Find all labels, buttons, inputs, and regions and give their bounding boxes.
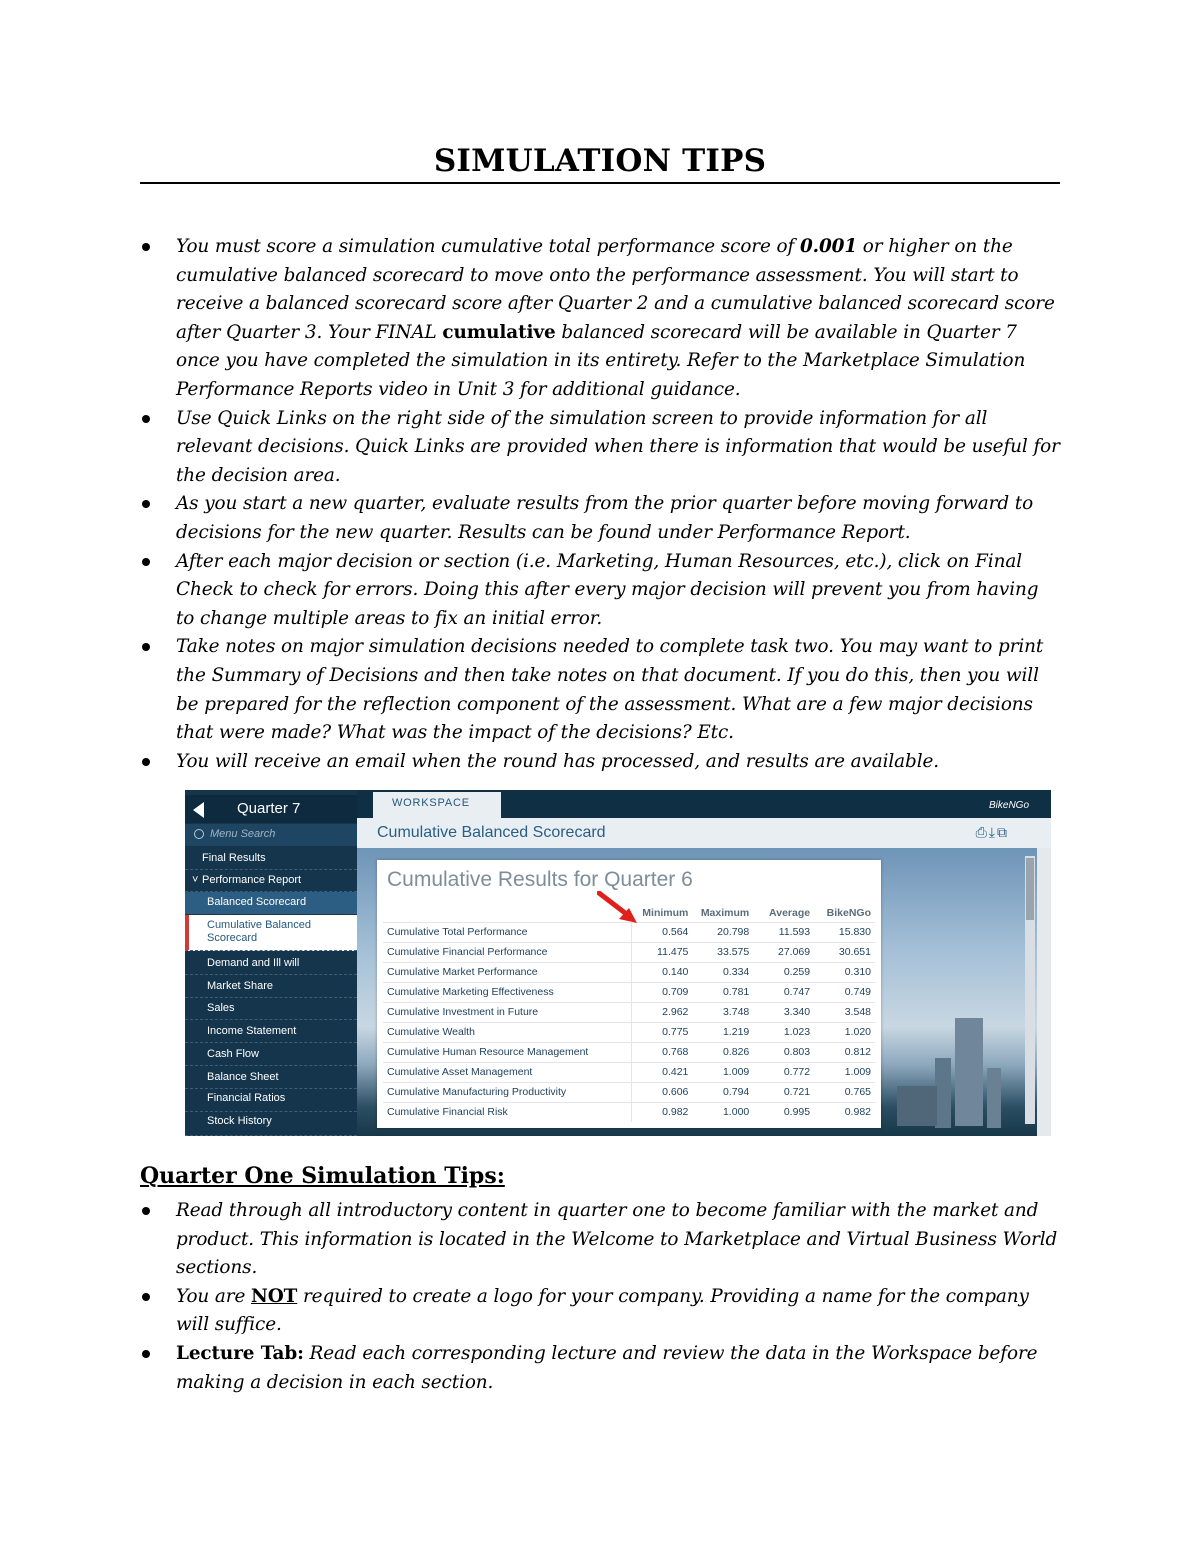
menu-search (185, 824, 357, 846)
tips-list (140, 233, 1060, 776)
bullet-icon (142, 415, 150, 423)
sidebar-title: Quarter 7 (237, 800, 301, 817)
column-header: Maximum (700, 906, 750, 919)
table-row: Cumulative Marketing Effectiveness 0.709 0.781 0.747 0.749 (383, 982, 875, 1002)
workspace-tabbar (357, 790, 1051, 818)
section-heading: Quarter One Simulation Tips: (140, 1163, 505, 1189)
table-row: Cumulative Total Performance 0.564 20.798 11.593 15.830 (383, 922, 875, 942)
skyline-building (987, 1068, 1001, 1128)
bullet-icon (142, 643, 150, 651)
list-item: Take notes on major simulation decisions needed to complete task two. You may want to print the Summary of Decisions and then take notes on that document. If you do this, then you will be prepared for the reflection component of the assessment. What are a few major decisions that were made? What was the impact of the decisions? Etc. (140, 633, 1060, 747)
search-placeholder: Menu Search (210, 828, 276, 840)
table-row: Cumulative Financial Risk 0.982 1.000 0.995 0.982 (383, 1102, 875, 1122)
sidebar-item-income-statement: Income Statement (185, 1020, 357, 1043)
lecture-tab-label: Lecture Tab: (176, 1342, 304, 1364)
results-table (383, 904, 875, 1122)
skyline-building (897, 1086, 937, 1126)
list-item: Read through all introductory content in quarter one to become familiar with the market and product. This information is located in the Welcome to Marketplace and Virtual Business World sections. (140, 1197, 1060, 1283)
table-row: Cumulative Investment in Future 2.962 3.748 3.340 3.548 (383, 1002, 875, 1022)
workspace-header (357, 818, 1051, 848)
results-title: Cumulative Results for Quarter 6 (387, 868, 693, 891)
column-header: BikeNGo (826, 906, 871, 919)
list-item: You will receive an email when the round has processed, and results are available. (140, 748, 1060, 777)
column-header: Average (769, 906, 811, 919)
chevron-down-icon: ˅ (192, 874, 199, 886)
list-item: You are NOT required to create a logo for your company. Providing a name for the company will suffice. (140, 1283, 1060, 1340)
list-item: After each major decision or section (i.e. Marketing, Human Resources, etc.), click on Final Check to check for errors. Doing this after every major decision will prevent you from having to change multiple areas to fix an initial error. (140, 548, 1060, 634)
tab-workspace: WORKSPACE (373, 792, 501, 818)
sidebar-item-balanced-scorecard: Balanced Scorecard (185, 892, 357, 914)
quick-links-edge (1037, 848, 1051, 1136)
list-item: As you start a new quarter, evaluate results from the prior quarter before moving forward to decisions for the new quarter. Results can be found under Performance Report. (140, 490, 1060, 547)
sidebar (185, 790, 357, 1136)
company-name: BikeNGo (988, 800, 1029, 811)
score-threshold: 0.001 (799, 236, 858, 257)
red-arrow-icon (597, 891, 641, 925)
emphasis-not: NOT (251, 1285, 298, 1307)
bullet-icon (142, 243, 150, 251)
sidebar-item-stock-history: Stock History (185, 1112, 357, 1136)
list-item: Lecture Tab: Read each corresponding lecture and review the data in the Workspace before making a decision in each section. (140, 1340, 1060, 1397)
table-row: Cumulative Human Resource Management 0.768 0.826 0.803 0.812 (383, 1042, 875, 1062)
page-title: SIMULATION TIPS (433, 143, 767, 179)
skyline-building (935, 1058, 951, 1128)
sidebar-item-market-share: Market Share (185, 975, 357, 998)
list-item: You must score a simulation cumulative total performance score of 0.001 or higher on the cumulative balanced scorecard to move onto the performance assessment. You will start to receive a balanced scorecard score after Quarter 2 and a cumulative balanced scorecard score after Quarter 3. Your FINAL cumulative balanced scorecard will be available in Quarter 7 once you have completed the simulation in its entirety. Refer to the Marketplace Simulation Performance Reports video in Unit 3 for additional guidance. (140, 233, 1060, 405)
workspace-title: Cumulative Balanced Scorecard (377, 824, 606, 841)
bullet-icon (142, 758, 150, 766)
table-row: Cumulative Wealth 0.775 1.219 1.023 1.020 (383, 1022, 875, 1042)
bullet-icon (142, 1350, 150, 1358)
emphasis-cumulative: cumulative (442, 321, 556, 343)
sidebar-header (185, 795, 357, 823)
sidebar-item-sales: Sales (185, 998, 357, 1020)
sidebar-item-final-results: Final Results (185, 848, 357, 870)
quarter-one-tips-list (140, 1197, 1060, 1397)
column-header: Minimum (642, 906, 689, 919)
sidebar-item-demand: Demand and Ill will (185, 952, 357, 975)
sidebar-item-cash-flow: Cash Flow (185, 1043, 357, 1066)
search-icon (194, 829, 204, 839)
scrollbar (1025, 856, 1035, 1124)
title-underline (140, 182, 1060, 184)
bullet-icon (142, 1207, 150, 1215)
sidebar-item-cumulative-balanced-scorecard: Cumulative Balanced Scorecard (185, 915, 357, 951)
sidebar-item-balance-sheet: Balance Sheet (185, 1066, 357, 1089)
table-row: Cumulative Asset Management 0.421 1.009 0.772 1.009 (383, 1062, 875, 1082)
skyline-building (955, 1018, 983, 1126)
table-row: Cumulative Market Performance 0.140 0.334 0.259 0.310 (383, 962, 875, 982)
print-download-external-icons: ⎙⤓⧉ (975, 824, 1009, 840)
bullet-icon (142, 500, 150, 508)
table-row: Cumulative Manufacturing Productivity 0.606 0.794 0.721 0.765 (383, 1082, 875, 1102)
sidebar-item-financial-ratios: Financial Ratios (185, 1089, 357, 1112)
sidebar-item-performance-report: ˅ Performance Report (185, 870, 357, 892)
back-arrow-icon (193, 802, 204, 818)
table-row: Cumulative Financial Performance 11.475 33.575 27.069 30.651 (383, 942, 875, 962)
bullet-icon (142, 558, 150, 566)
list-item: Use Quick Links on the right side of the simulation screen to provide information for all relevant decisions. Quick Links are provided when there is information that would be useful for the decision area. (140, 405, 1060, 491)
scrollbar-thumb (1026, 858, 1034, 920)
simulation-screenshot (185, 790, 1051, 1136)
bullet-icon (142, 1293, 150, 1301)
